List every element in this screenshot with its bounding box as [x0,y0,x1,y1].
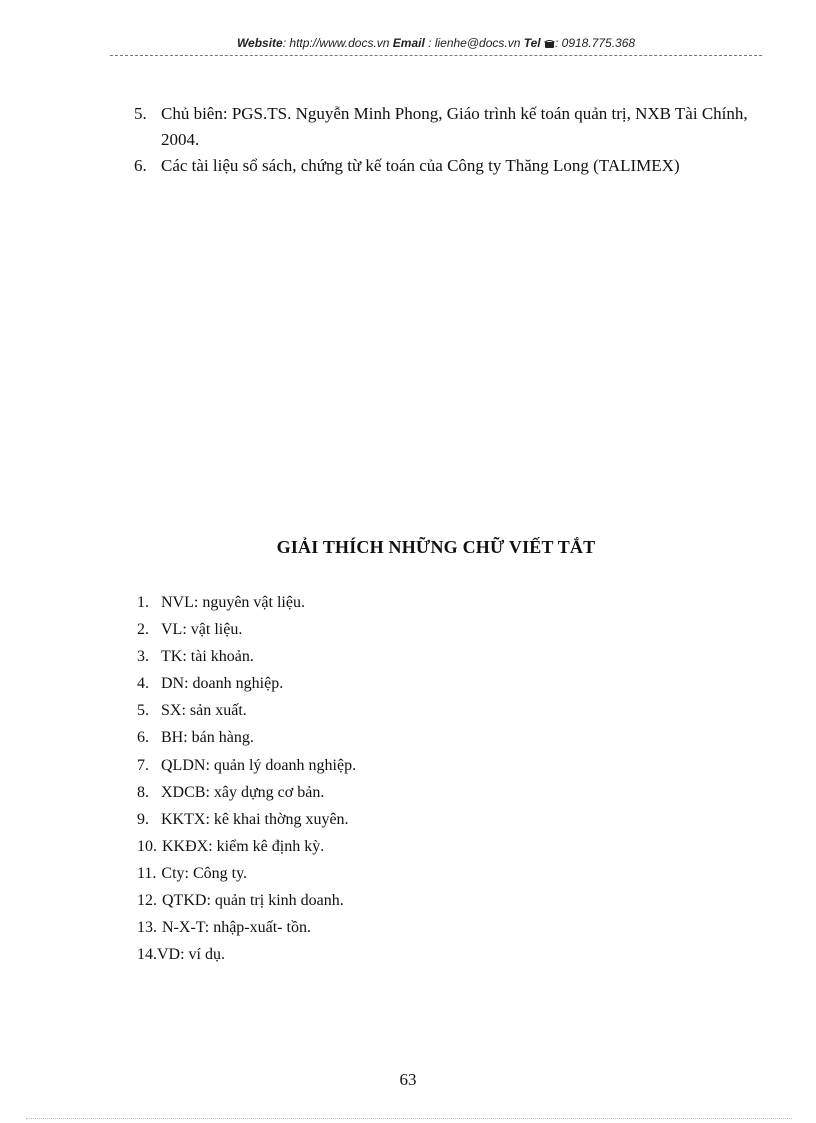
list-item-text: NVL: nguyên vật liệu. [161,594,305,611]
header-divider [110,55,762,56]
tel-value: : 0918.775.368 [554,36,636,50]
list-item-number: 14. [137,946,157,964]
list-item-text: SX: sản xuất. [161,702,247,720]
list-item-number: 1. [137,594,149,611]
list-item [137,941,737,968]
list-item-text: QLDN: quản lý doanh nghiệp. [161,756,357,774]
list-item-number: 4. [137,675,149,693]
email-label: Email [392,36,425,50]
list-item-text: Cty: Công ty. [161,864,248,882]
list-item-text: VD: ví dụ. [157,946,225,964]
reference-list [134,101,764,179]
list-item-text: BH: bán hàng. [161,729,254,747]
list-item [137,643,737,670]
list-item [134,101,764,153]
list-item-text: KKĐX: kiểm kê định kỳ. [162,837,325,855]
abbreviation-list [137,589,737,968]
list-item-number: 8. [137,783,149,801]
list-item-number: 10. [137,837,157,855]
list-item-text: KKTX: kê khai thờng xuyên. [161,810,349,828]
list-item-text: N-X-T: nhập-xuất- tồn. [162,919,311,937]
list-item [137,697,737,724]
list-item [137,616,737,643]
list-item-number: 9. [137,810,149,828]
list-item-number: 6. [134,156,147,175]
phone-icon [544,37,555,46]
list-item [137,914,737,941]
list-item [137,589,737,616]
list-item [137,887,737,914]
tel-label: Tel [523,36,541,50]
list-item-text: DN: doanh nghiệp. [161,675,284,693]
list-item-number: 13. [137,919,157,937]
section-title: GIẢI THÍCH NHỮNG CHỮ VIẾT TẮT [276,537,596,557]
email-value[interactable]: : lienhe@docs.vn [428,36,521,50]
list-item-number: 3. [137,648,149,666]
list-item [137,806,737,833]
list-item-number: 2. [137,621,149,639]
list-item-text: VL: vật liệu. [161,621,243,639]
list-item-text: TK: tài khoản. [161,648,254,666]
list-item-text: Chủ biên: PGS.TS. Nguyễn Minh Phong, Giáo trình kế toán quản trị, NXB Tài Chính, 2004. [161,104,748,149]
list-item [137,833,737,860]
page-header [110,36,762,50]
list-item [137,779,737,806]
list-item-number: 5. [134,104,147,123]
website-label: Website [236,36,283,50]
list-item [137,670,737,697]
footer-divider [26,1118,792,1119]
list-item-text: XDCB: xây dựng cơ bản. [161,783,325,801]
website-value[interactable]: : http://www.docs.vn [282,36,390,50]
list-item-number: 12. [137,892,157,910]
list-item-text: Các tài liệu sổ sách, chứng từ kế toán của Công ty Thăng Long (TALIMEX) [161,156,680,175]
list-item [137,752,737,779]
list-item [137,860,737,887]
list-item-number: 6. [137,729,149,747]
list-item-number: 11. [137,864,157,882]
list-item-number: 5. [137,702,149,720]
list-item-number: 7. [137,756,149,774]
page-number: 63 [399,1070,417,1089]
list-item [134,153,764,179]
list-item-text: QTKD: quản trị kinh doanh. [162,892,344,910]
list-item [137,724,737,751]
